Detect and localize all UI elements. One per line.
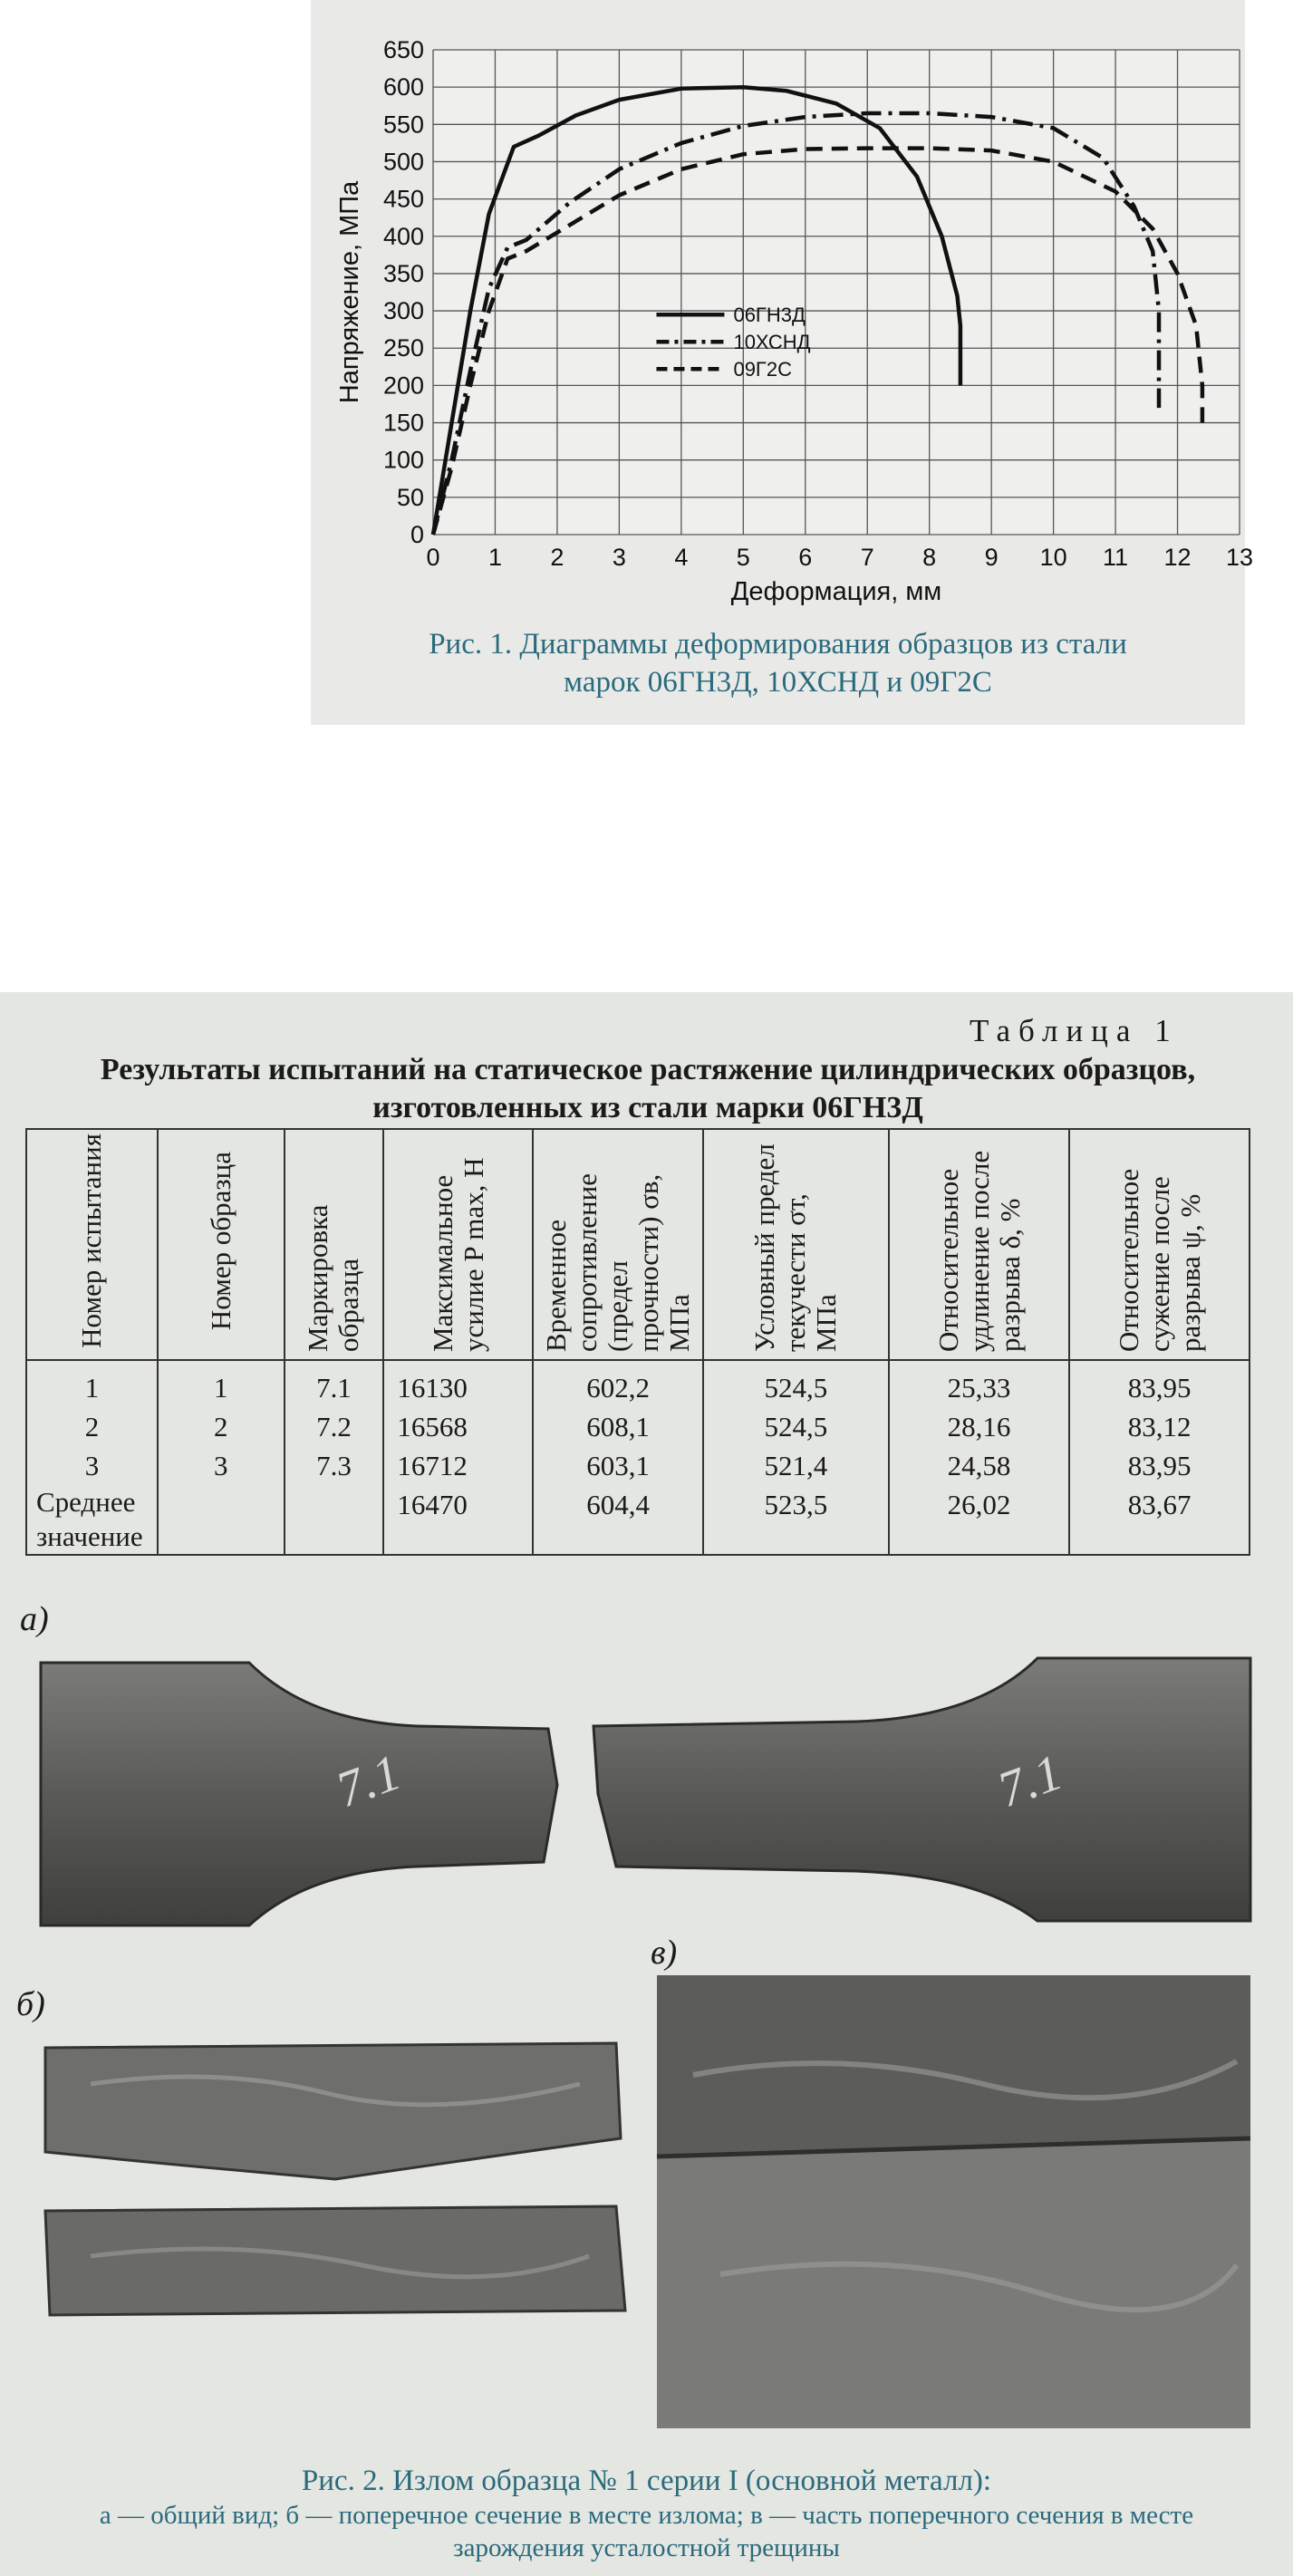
table-cell: 28,16 xyxy=(947,1411,1011,1442)
specimen-marking-left: 7.1 xyxy=(329,1744,409,1819)
figure-1 xyxy=(311,0,1254,725)
y-tick-label: 300 xyxy=(382,297,424,325)
crack-origin-photo xyxy=(657,1975,1250,2428)
table-cell: 25,33 xyxy=(947,1372,1011,1404)
table-cell: 16568 xyxy=(397,1411,468,1442)
header-elongation: Относительное удлинение после разрыва δ, % xyxy=(889,1129,1070,1360)
x-tick-label: 8 xyxy=(922,544,937,571)
table-cell: 1 xyxy=(84,1372,100,1404)
table-cell: 3 xyxy=(84,1450,100,1481)
figure-2-caption-line2: а — общий вид; б — поперечное сечение в месте излома; в — часть поперечного сечения в месте xyxy=(99,2501,1194,2530)
y-tick-label: 350 xyxy=(382,259,424,287)
header-reduction: Относительное сужение после разрыва ψ, % xyxy=(1069,1129,1250,1360)
y-tick-label: 100 xyxy=(382,446,424,474)
col-tensile-strength xyxy=(533,1360,703,1555)
label-a: а) xyxy=(20,1600,49,1638)
y-tick-label: 550 xyxy=(382,111,424,139)
x-tick-label: 4 xyxy=(674,544,689,571)
table-cell: 2 xyxy=(213,1411,228,1442)
y-tick-label: 650 xyxy=(382,36,424,63)
y-tick-label: 150 xyxy=(382,409,424,437)
table-cell: 7.1 xyxy=(316,1372,352,1404)
average-label: Среднее значение xyxy=(36,1486,143,1552)
table-cell: 83,95 xyxy=(1127,1372,1192,1404)
table-cell: 524,5 xyxy=(764,1372,828,1404)
average-cell: 604,4 xyxy=(586,1489,650,1520)
x-tick-label: 2 xyxy=(550,544,564,571)
y-tick-label: 250 xyxy=(382,334,424,362)
legend-entry-3: 09Г2С xyxy=(733,358,792,381)
figure-1-caption xyxy=(311,625,1245,701)
table-cell: 16712 xyxy=(397,1450,468,1481)
average-cell: 523,5 xyxy=(764,1489,828,1520)
y-tick-label: 600 xyxy=(382,73,424,101)
y-tick-label: 50 xyxy=(396,483,424,511)
header-tensile-strength: Временное сопротивление (предел прочности) σв, МПа xyxy=(533,1129,703,1360)
table-title-line1: Результаты испытаний на статическое растяжение цилиндрических образцов, xyxy=(100,1053,1196,1086)
table-cell: 24,58 xyxy=(947,1450,1011,1481)
header-specimen-number: Номер образца xyxy=(158,1129,285,1360)
table-cell: 7.2 xyxy=(316,1411,352,1442)
y-tick-label: 500 xyxy=(382,148,424,176)
legend-entry-2: 10ХСНД xyxy=(733,331,811,354)
x-tick-label: 1 xyxy=(487,544,502,571)
x-tick-label: 7 xyxy=(860,544,874,571)
figure-2-caption-line1: Рис. 2. Излом образца № 1 серии I (основной металл): xyxy=(301,2465,992,2497)
x-tick-label: 12 xyxy=(1163,544,1192,571)
col-elongation xyxy=(889,1360,1070,1555)
specimen-left-half xyxy=(41,1663,557,1925)
table-cell: 83,12 xyxy=(1127,1411,1192,1442)
figure-1-caption-line2: марок 06ГН3Д, 10ХСНД и 09Г2С xyxy=(564,666,992,699)
x-tick-label: 11 xyxy=(1103,544,1129,571)
table-cell: 83,95 xyxy=(1127,1450,1192,1481)
y-tick-label: 450 xyxy=(382,185,424,213)
x-tick-label: 3 xyxy=(612,544,626,571)
table-cell: 2 xyxy=(84,1411,100,1442)
specimen-right-half xyxy=(593,1658,1250,1921)
col-test-number xyxy=(26,1360,158,1555)
fractured-specimen-photo xyxy=(36,1649,1259,1939)
x-tick-label: 6 xyxy=(798,544,813,571)
x-tick-label: 9 xyxy=(984,544,999,571)
x-axis-label: Деформация, мм xyxy=(730,577,942,606)
header-test-number: Номер испытания xyxy=(26,1129,158,1360)
y-tick-label: 400 xyxy=(382,222,424,250)
plot-area xyxy=(433,50,1240,535)
col-marking xyxy=(285,1360,384,1555)
legend-entry-1: 06ГН3Д xyxy=(733,304,806,327)
table-header-row xyxy=(26,1129,1250,1360)
col-specimen-number xyxy=(158,1360,285,1555)
x-tick-label: 0 xyxy=(426,544,440,571)
y-tick-label: 0 xyxy=(410,521,424,548)
x-tick-label: 5 xyxy=(736,544,750,571)
figure-1-caption-line1: Рис. 1. Диаграммы деформирования образцов из стали xyxy=(429,628,1127,661)
table-cell: 602,2 xyxy=(586,1372,650,1404)
table-cell: 608,1 xyxy=(586,1411,650,1442)
cross-section-top xyxy=(45,2043,621,2179)
figure-2-caption-line3: зарождения усталостной трещины xyxy=(453,2533,840,2562)
table-title-line2: изготовленных из стали марки 06ГН3Д xyxy=(372,1091,923,1124)
header-marking: Маркировка образца xyxy=(285,1129,384,1360)
header-max-force: Максимальное усилие P max, Н xyxy=(383,1129,533,1360)
table-cell: 3 xyxy=(213,1450,228,1481)
y-axis-label: Напряжение, МПа xyxy=(335,180,364,404)
table-title xyxy=(36,1051,1259,1127)
average-cell: 83,67 xyxy=(1127,1489,1192,1520)
col-max-force xyxy=(383,1360,533,1555)
table-cell: 603,1 xyxy=(586,1450,650,1481)
results-table xyxy=(25,1128,1250,1556)
col-reduction xyxy=(1069,1360,1250,1555)
cross-section-photo xyxy=(36,2030,634,2329)
label-v: в) xyxy=(651,1934,678,1972)
table-cell: 524,5 xyxy=(764,1411,828,1442)
col-yield-strength xyxy=(703,1360,889,1555)
table-cell: 16130 xyxy=(397,1372,468,1404)
y-tick-label: 200 xyxy=(382,371,424,400)
table-number: Таблица 1 xyxy=(970,1013,1179,1048)
x-tick-label: 13 xyxy=(1225,544,1254,571)
label-b: б) xyxy=(16,1985,45,2023)
x-tick-label: 10 xyxy=(1039,544,1067,571)
specimen-marking-right: 7.1 xyxy=(990,1744,1070,1819)
average-cell: 16470 xyxy=(397,1489,468,1520)
table-cell: 521,4 xyxy=(764,1450,828,1481)
average-cell: 26,02 xyxy=(947,1489,1011,1520)
table-cell: 7.3 xyxy=(316,1450,352,1481)
deformation-chart xyxy=(311,0,1254,606)
table-cell: 1 xyxy=(213,1372,228,1404)
table-body-row xyxy=(26,1360,1250,1555)
header-yield-strength: Условный предел текучести σт, МПа xyxy=(703,1129,889,1360)
